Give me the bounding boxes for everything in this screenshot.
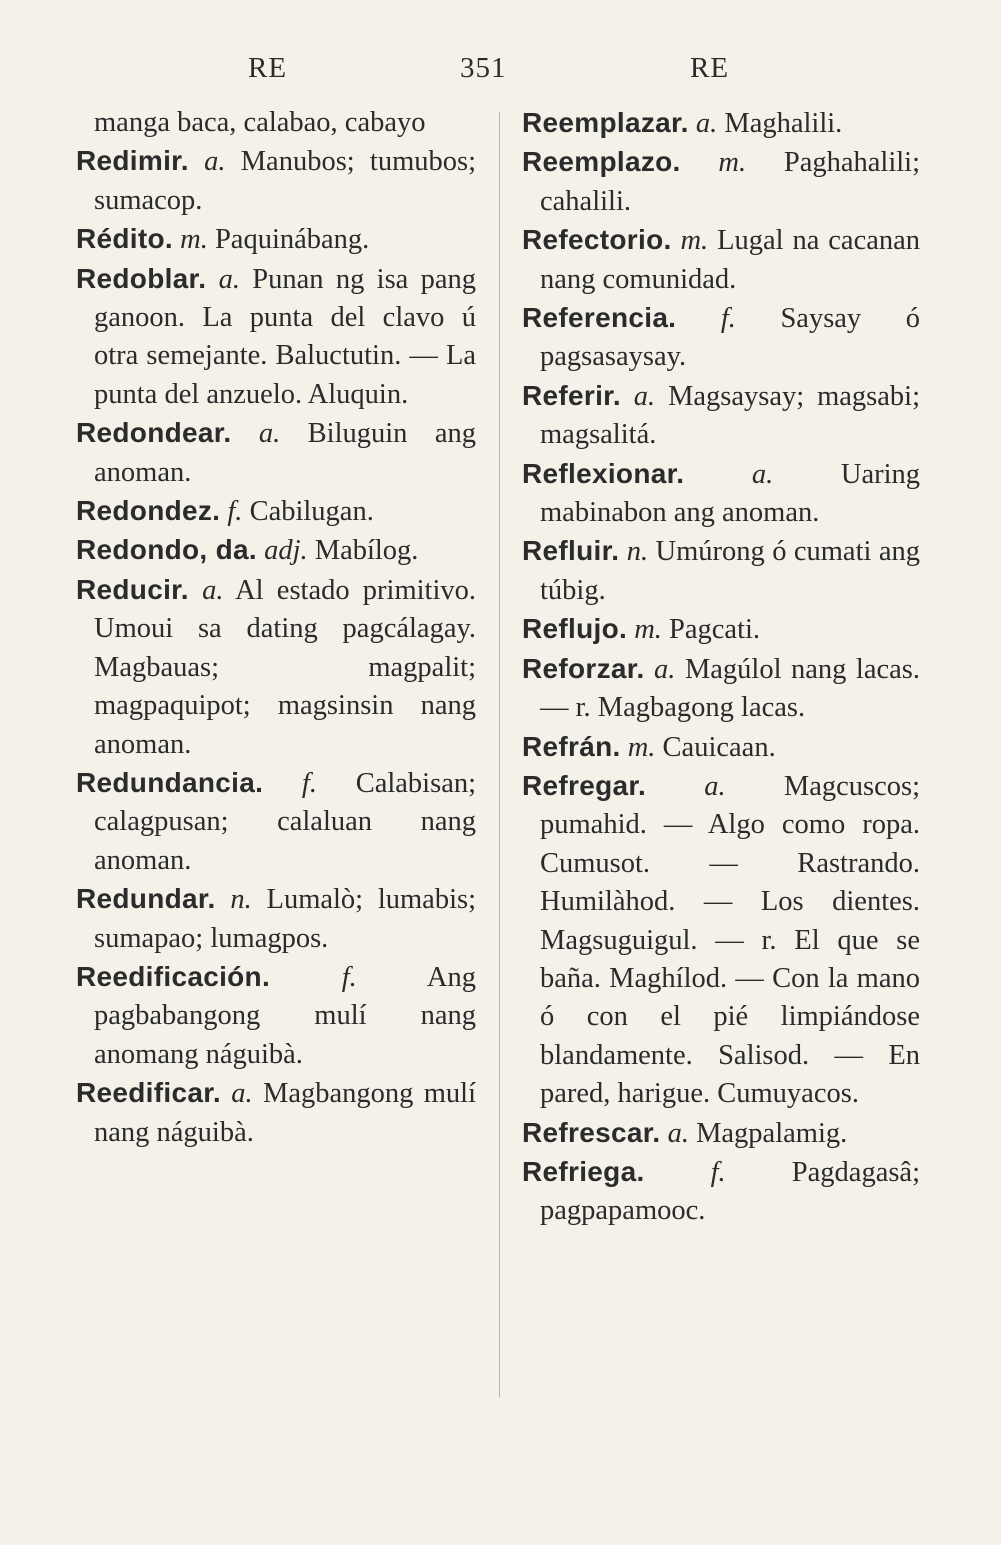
entry-headword: Reflexionar. <box>522 457 685 489</box>
entry-headword: Rédito. <box>76 223 173 255</box>
entry-definition: Cauicaan. <box>662 731 776 763</box>
entry-headword: Refregar. <box>522 769 647 801</box>
entry-definition: Magsaysay; magsabi; magsalitá. <box>540 380 920 451</box>
dictionary-entry <box>76 958 476 1074</box>
entry-headword: Referir. <box>522 379 621 411</box>
column-divider <box>499 112 500 1397</box>
entry-grammar: a. <box>633 380 656 412</box>
right-column <box>522 104 920 1231</box>
entry-headword: Reedificación. <box>76 960 271 992</box>
entry-definition: Paquinábang. <box>214 224 370 256</box>
dictionary-entry <box>522 104 920 143</box>
entry-headword: Referencia. <box>522 302 677 334</box>
dictionary-entry <box>522 455 920 533</box>
entry-headword: Redondear. <box>76 417 232 449</box>
entry-grammar: a. <box>204 146 226 178</box>
entry-headword: Reemplazo. <box>522 146 681 178</box>
entry-headword: Redundar. <box>76 883 216 915</box>
entry-grammar: m. <box>627 731 656 763</box>
dictionary-entry <box>522 299 920 377</box>
dictionary-entry <box>522 728 920 767</box>
entry-grammar: f. <box>710 1156 726 1188</box>
entry-definition: Lumalò; lumabis; sumapao; lumagpos. <box>94 884 477 954</box>
entry-definition: Pagcati. <box>669 614 761 646</box>
left-column <box>76 104 476 1152</box>
entry-grammar: m. <box>680 225 709 257</box>
entry-headword: Reflujo. <box>522 613 628 645</box>
entry-definition: Magbangong mulí nang náguibà. <box>94 1078 476 1148</box>
entry-definition: Maghalili. <box>724 108 843 139</box>
entry-definition: Mabílog. <box>314 535 419 567</box>
entry-grammar: f. <box>301 767 317 799</box>
entry-definition: Punan ng isa pang ganoon. La punta del clavo ú otra semejante. Baluctutin. — La punta del anzuelo. Aluquin. <box>94 263 477 410</box>
entry-grammar: m. <box>634 614 662 646</box>
entry-grammar: n. <box>626 536 649 568</box>
entry-headword: Reemplazar. <box>522 107 689 138</box>
entry-headword: Reedificar. <box>76 1077 221 1109</box>
entry-grammar: a. <box>231 1078 253 1110</box>
entry-definition: Manubos; tumubos; sumacop. <box>94 146 477 216</box>
header-right-guide: RE <box>690 52 730 84</box>
entry-definition: Umúrong ó cumati ang túbig. <box>540 536 920 606</box>
dictionary-entry <box>76 492 476 531</box>
entry-headword: Reforzar. <box>522 652 645 684</box>
dictionary-entry <box>76 880 476 958</box>
dictionary-entry <box>522 650 920 728</box>
header-left-guide: RE <box>248 52 288 84</box>
dictionary-entry <box>522 1153 920 1231</box>
dictionary-entry <box>522 532 920 610</box>
entry-grammar: a. <box>667 1117 689 1149</box>
entry-grammar: f. <box>720 303 736 335</box>
dictionary-entry <box>522 1114 920 1153</box>
entry-grammar: m. <box>180 224 208 256</box>
entry-grammar: f. <box>227 496 243 528</box>
entry-definition: Saysay ó pagsasaysay. <box>540 303 920 373</box>
dictionary-entry <box>76 142 476 220</box>
entry-definition: Lugal na cacanan nang comunidad. <box>540 225 921 295</box>
entry-headword: Redoblar. <box>76 262 207 294</box>
entry-definition: Calabisan; calagpusan; calaluan nang anoman. <box>94 767 477 876</box>
entry-grammar: m. <box>718 147 747 179</box>
entry-definition: Magpalamig. <box>696 1117 848 1149</box>
dictionary-entry <box>76 571 476 764</box>
entry-headword: Refrán. <box>522 730 621 762</box>
running-header <box>0 52 1001 96</box>
entry-definition: Pagdagasâ; pagpapamooc. <box>540 1156 921 1227</box>
entry-definition: manga baca, calabao, cabayo <box>94 107 426 138</box>
entry-headword: Redundancia. <box>76 766 264 798</box>
page-number: 351 <box>460 52 507 84</box>
entry-definition: Biluguin ang anoman. <box>94 418 476 488</box>
dictionary-entry <box>76 220 476 259</box>
entry-grammar: a. <box>258 418 281 450</box>
entry-headword: Refrescar. <box>522 1116 661 1148</box>
entry-headword: Redimir. <box>76 145 189 177</box>
dictionary-entry <box>76 414 476 492</box>
dictionary-entry <box>76 104 476 142</box>
dictionary-entry <box>522 767 920 1114</box>
entry-definition: Magcuscos; pumahid. — Algo como ropa. Cumusot. — Rastrando. Humilàhod. — Los dientes. Magsuguigul. — r. El que se baña. Maghílod. — Con la mano ó con el pié limpiándose blandamente. Salisod. — En pared, harigue. Cumuyacos. <box>540 770 921 1110</box>
dictionary-entry <box>76 260 476 415</box>
entry-headword: Redondo, da. <box>76 534 257 566</box>
dictionary-entry <box>76 1074 476 1152</box>
entry-grammar: a. <box>751 458 774 490</box>
entry-grammar: a. <box>695 108 718 139</box>
entry-grammar: a. <box>654 653 676 685</box>
entry-definition: Magúlol nang lacas. — r. Magbagong lacas. <box>540 653 921 724</box>
entry-grammar: a. <box>202 574 224 606</box>
dictionary-entry <box>76 764 476 880</box>
entry-definition: Al estado primitivo. Umoui sa dating pagcálagay. Magbauas; magpalit; magpaquipot; magsinsin nang anoman. <box>94 574 476 760</box>
entry-grammar: a. <box>704 770 726 802</box>
dictionary-entry <box>522 377 920 455</box>
entry-definition: Cabilugan. <box>249 496 374 528</box>
entry-headword: Refectorio. <box>522 224 672 256</box>
entry-headword: Refluir. <box>522 535 620 567</box>
entry-definition: Ang pagbabangong mulí nang anomang náguibà. <box>94 961 476 1070</box>
entry-grammar: adj. <box>264 535 308 567</box>
entry-definition: Uaring mabinabon ang anoman. <box>540 458 921 529</box>
entry-definition: Paghahalili; cahalili. <box>540 147 920 217</box>
dictionary-entry <box>522 143 920 221</box>
dictionary-entry <box>76 531 476 570</box>
entry-grammar: n. <box>230 884 252 916</box>
entry-headword: Reducir. <box>76 573 189 605</box>
dictionary-entry <box>522 221 920 299</box>
entry-grammar: f. <box>341 961 357 993</box>
entry-headword: Redondez. <box>76 495 221 527</box>
dictionary-entry <box>522 610 920 649</box>
entry-headword: Refriega. <box>522 1155 645 1187</box>
entry-grammar: a. <box>218 263 240 295</box>
